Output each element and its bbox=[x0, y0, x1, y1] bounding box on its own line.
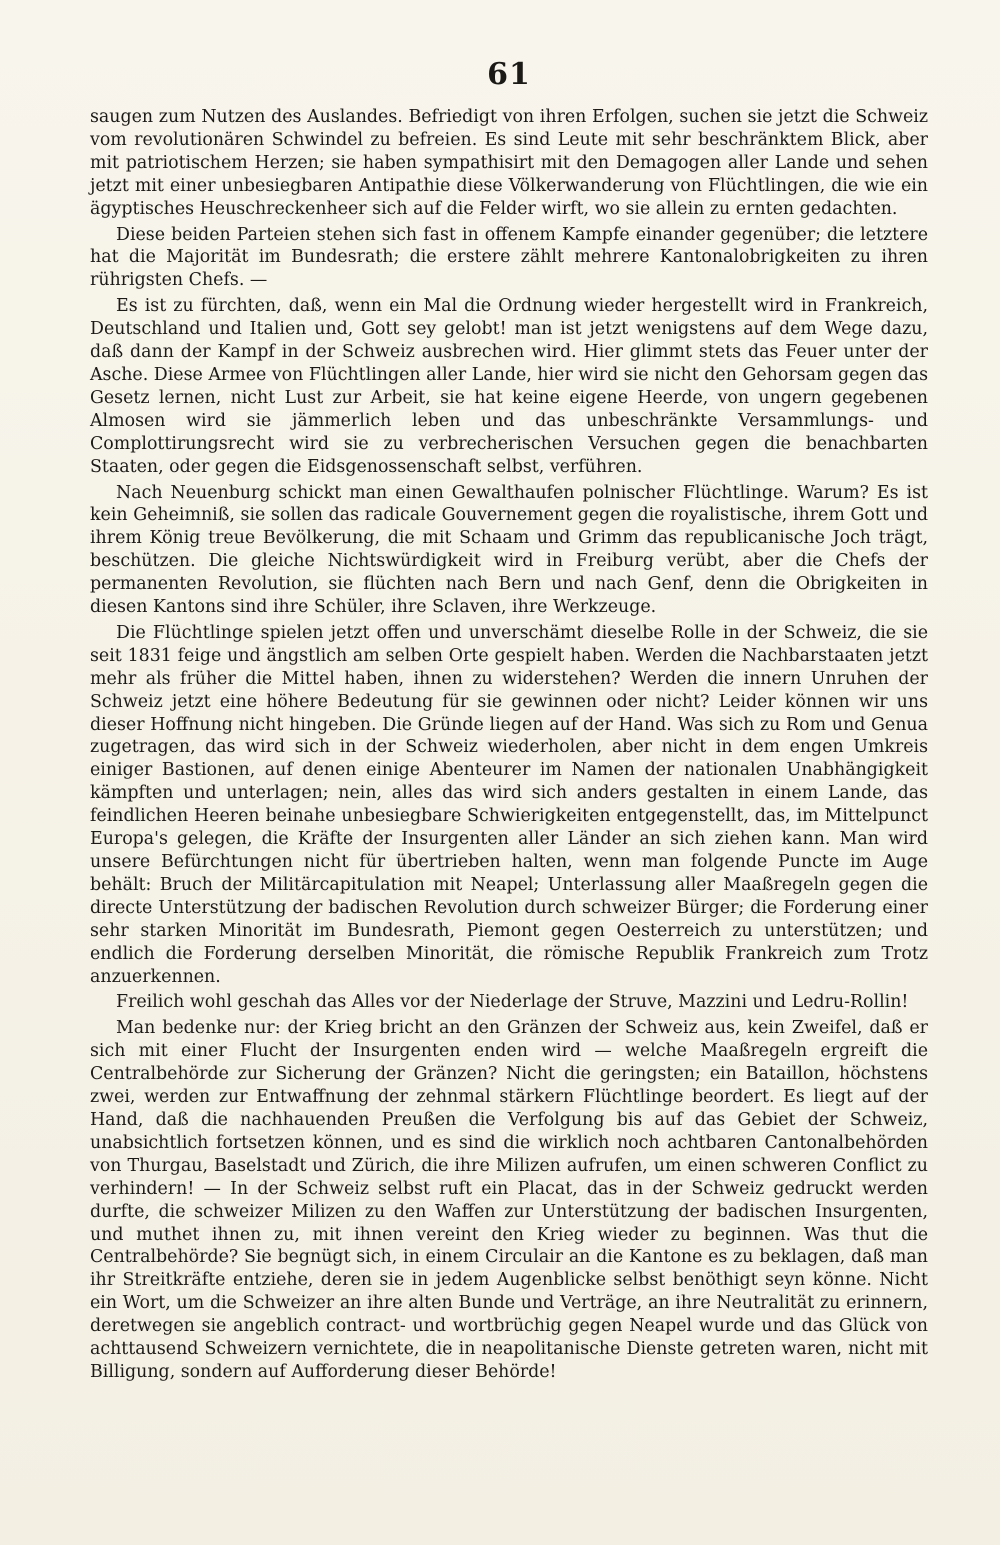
paragraph: Die Flüchtlinge spielen jetzt offen und unverschämt dieselbe Rolle in der Schweiz, die sie seit 1831 feige und ängstlich am selben Orte gespielt haben. Werden die Nachbarstaaten jetzt mehr als früher die Mittel haben, ihnen zu widerstehen? Werden die innern Unruhen der Schweiz jetzt eine höhere Bedeutung für sie gewinnen oder nicht? Leider können wir uns dieser Hoffnung nicht hingeben. Die Gründe liegen auf der Hand. Was sich zu Rom und Genua zugetragen, das wird sich in der Schweiz wiederholen, aber nicht in dem engen Umkreis einiger Bastionen, auf denen einige Abenteurer im Namen der nationalen Unabhängigkeit kämpften und unterlagen; nein, alles das wird sich anders gestalten in einem Lande, das feindlichen Heeren beinahe unbesiegbare Schwierigkeiten entgegenstellt, das, im Mittelpunct Europa's gelegen, die Kräfte der Insurgenten aller Länder an sich ziehen kann. Man wird unsere Befürchtungen nicht für übertrieben halten, wenn man folgende Puncte im Auge behält: Bruch der Militärcapitulation mit Neapel; Unterlassung aller Maaßregeln gegen die directe Unterstützung der badischen Revolution durch schweizer Bürger; die Forderung einer sehr starken Minorität im Bundesrath, Piemont gegen Oesterreich zu unterstützen; und endlich die Forderung derselben Minorität, die römische Republik Frankreich zum Trotz anzuerkennen. bbox=[90, 622, 928, 987]
paragraph: Diese beiden Parteien stehen sich fast in offenem Kampfe einander gegenüber; die letztere hat die Majorität im Bundesrath; die erstere zählt mehrere Kantonalobrigkeiten zu ihren rührigsten Chefs. — bbox=[90, 224, 928, 291]
body-text bbox=[90, 106, 928, 1384]
paragraph: Freilich wohl geschah das Alles vor der Niederlage der Struve, Mazzini und Ledru-Rollin! bbox=[116, 992, 909, 1013]
paragraph: Nach Neuenburg schickt man einen Gewalthaufen polnischer Flüchtlinge. Warum? Es ist kein Geheimniß, sie sollen das radicale Gouvernement gegen die royalistische, ihrem Gott und ihrem König treue Bevölkerung, die mit Schaam und Grimm das republicanische Joch trägt, beschützen. Die gleiche Nichtswürdigkeit wird in Freiburg verübt, aber die Chefs der permanenten Revolution, sie flüchten nach Bern und nach Genf, denn die Obrigkeiten in diesen Kantons sind ihre Schüler, ihre Sclaven, ihre Werkzeuge. bbox=[90, 482, 928, 618]
page-number: 61 bbox=[487, 57, 531, 92]
paragraph: saugen zum Nutzen des Auslandes. Befriedigt von ihren Erfolgen, suchen sie jetzt die Schweiz vom revolutionären Schwindel zu befreien. Es sind Leute mit sehr beschränktem Blick, aber mit patriotischem Herzen; sie haben sympathisirt mit den Demagogen aller Lande und sehen jetzt mit einer unbesiegbaren Antipathie diese Völkerwanderung von Flüchtlingen, die wie ein ägyptisches Heuschreckenheer sich auf die Felder wirft, wo sie allein zu ernten gedachten. bbox=[90, 107, 928, 219]
paragraph: Es ist zu fürchten, daß, wenn ein Mal die Ordnung wieder hergestellt wird in Frankreich, Deutschland und Italien und, Gott sey gelobt! man ist jetzt wenigstens auf dem Wege dazu, daß dann der Kampf in der Schweiz ausbrechen wird. Hier glimmt stets das Feuer unter der Asche. Diese Armee von Flüchtlingen aller Lande, hier wird sie nicht den Gehorsam gegen das Gesetz lernen, nicht Lust zur Arbeit, sie hat keine eigene Heerde, von ungern gegebenen Almosen wird sie jämmerlich leben und das unbeschränkte Versammlungs- und Complottirungsrecht wird sie zu verbrecherischen Versuchen gegen die benachbarten Staaten, oder gegen die Eidsgenossenschaft selbst, verführen. bbox=[90, 296, 928, 477]
paragraph: Man bedenke nur: der Krieg bricht an den Gränzen der Schweiz aus, kein Zweifel, daß er sich mit einer Flucht der Insurgenten enden wird — welche Maaßregeln ergreift die Centralbehörde zur Sicherung der Gränzen? Nicht die geringsten; ein Bataillon, höchstens zwei, werden zur Entwaffnung der zehnmal stärkern Flüchtlinge beordert. Es liegt auf der Hand, daß die nachhauenden Preußen die Verfolgung bis auf das Gebiet der Schweiz, unabsichtlich fortsetzen können, und es sind die wirklich noch achtbaren Cantonalbehörden von Thurgau, Baselstadt und Zürich, die ihre Milizen aufrufen, um einen schweren Conflict zu verhindern! — In der Schweiz selbst ruft ein Placat, das in der Schweiz gedruckt werden durfte, die schweizer Milizen zu den Waffen zur Unterstützung der badischen Insurgenten, und muthet ihnen zu, mit ihnen vereint den Krieg wieder zu beginnen. Was thut die Centralbehörde? Sie begnügt sich, in einem Circulair an die Kantone es zu beklagen, daß man ihr Streitkräfte entziehe, deren sie in jedem Augenblicke selbst benöthigt seyn könne. Nicht ein Wort, um die Schweizer an ihre alten Bunde und Verträge, an ihre Neutralität zu erinnern, deretwegen sie angeblich contract- und wortbrüchig gegen Neapel wurde und das Glück von achttausend Schweizern vernichtete, die in neapolitanische Dienste getreten waren, nicht mit Billigung, sondern auf Aufforderung dieser Behörde! bbox=[90, 1018, 928, 1382]
